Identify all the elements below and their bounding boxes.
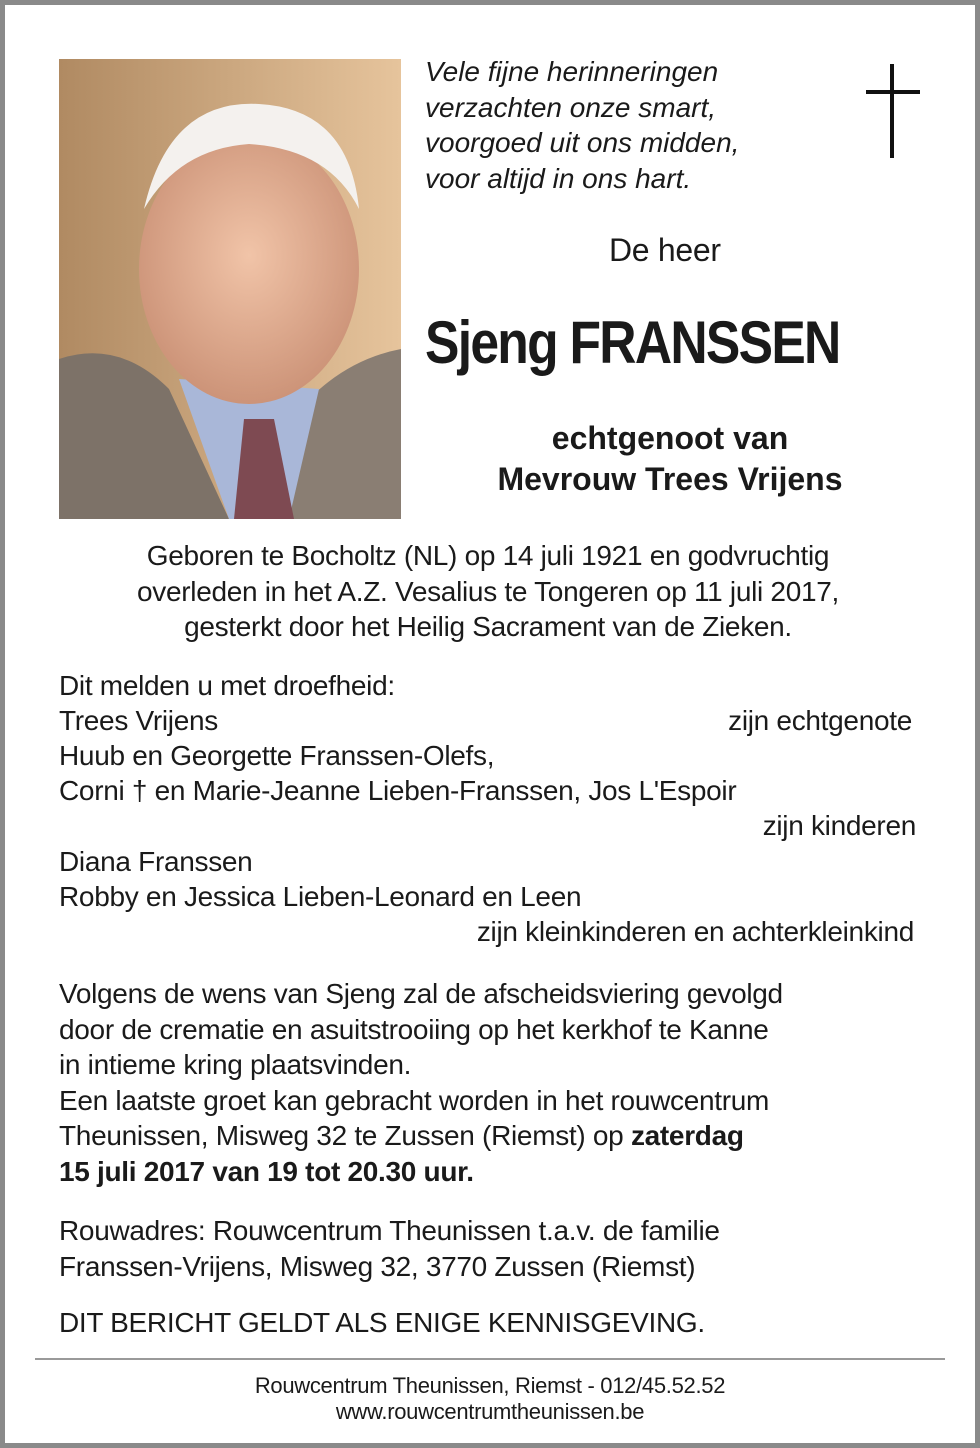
family-child: Huub en Georgette Franssen-Olefs, <box>59 740 495 771</box>
poem-line: verzachten onze smart, <box>425 91 717 123</box>
ceremony-info <box>59 976 783 1189</box>
family-role: zijn kinderen <box>762 810 916 841</box>
portrait-photo <box>59 59 401 519</box>
notice: DIT BERICHT GELDT ALS ENIGE KENNISGEVING. <box>59 1307 705 1338</box>
birth-death-info <box>0 538 976 645</box>
poem-line: Vele fijne herinneringen <box>425 56 719 87</box>
divider <box>35 1358 945 1360</box>
footer-contact: Rouwcentrum Theunissen, Riemst - 012/45.52.52 <box>254 1373 726 1398</box>
text-line: gesterkt door het Heilig Sacrament van de Zieken. <box>184 611 792 642</box>
text-line: Volgens de wens van Sjeng zal de afscheidsviering gevolgd <box>59 978 783 1009</box>
deceased-name: Sjeng FRANSSEN <box>425 309 840 376</box>
text-line: in intieme kring plaatsvinden. <box>59 1049 412 1080</box>
family-grandchild: Robby en Jessica Lieben-Leonard en Leen <box>59 881 582 912</box>
family-intro: Dit melden u met droefheid: <box>59 670 395 701</box>
visit-day: zaterdag <box>630 1120 744 1151</box>
text-line: Rouwadres: Rouwcentrum Theunissen t.a.v. de familie <box>59 1215 720 1246</box>
title-prefix: De heer <box>609 232 721 268</box>
visit-text: Theunissen, Misweg 32 te Zussen (Riemst) op <box>59 1120 631 1151</box>
spouse-intro: echtgenoot van <box>551 420 789 456</box>
poem-line: voorgoed uit ons midden, <box>425 127 740 158</box>
family-child: Corni † en Marie-Jeanne Lieben-Franssen, Jos L'Espoir <box>59 775 737 806</box>
family-grandchild: Diana Franssen <box>59 846 253 877</box>
spouse-name: Mevrouw Trees Vrijens <box>497 461 843 497</box>
text-line <box>59 1118 783 1154</box>
family-role: zijn echtgenote <box>728 705 912 736</box>
visit-date-time: 15 juli 2017 van 19 tot 20.30 uur. <box>59 1155 474 1187</box>
text-line: Geboren te Bocholtz (NL) op 14 juli 1921 en godvruchtig <box>146 540 830 571</box>
footer-website[interactable]: www.rouwcentrumtheunissen.be <box>335 1399 645 1424</box>
text-line: Een laatste groet kan gebracht worden in het rouwcentrum <box>59 1084 770 1116</box>
poem-line: voor altijd in ons hart. <box>425 162 692 194</box>
memorial-poem <box>425 54 739 196</box>
family-role: zijn kleinkinderen en achterkleinkind <box>476 916 914 947</box>
cross-icon <box>866 64 920 158</box>
mourning-address <box>59 1213 720 1284</box>
text-line: overleden in het A.Z. Vesalius te Tongeren op 11 juli 2017, <box>137 575 839 607</box>
text-line: door de crematie en asuitstrooiing op het kerkhof te Kanne <box>59 1013 769 1045</box>
text-line: Franssen-Vrijens, Misweg 32, 3770 Zussen (Riemst) <box>59 1250 696 1282</box>
family-spouse: Trees Vrijens <box>59 705 218 736</box>
